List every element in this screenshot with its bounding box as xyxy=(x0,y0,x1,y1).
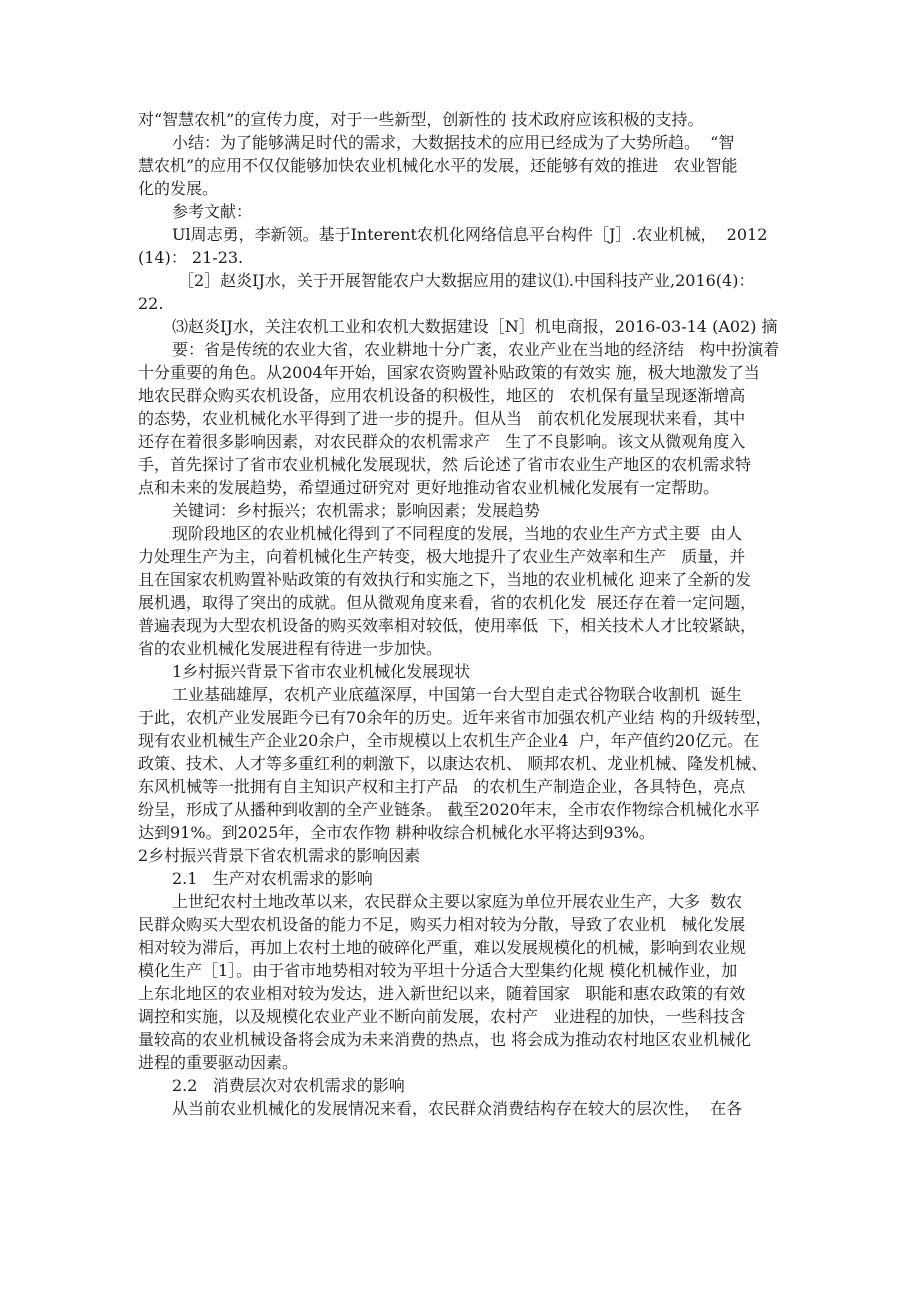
text-line: 上世纪农村土地改革以来，农民群众主要以家庭为单位开展农业生产，大多 数农 xyxy=(172,892,743,911)
document-body xyxy=(138,108,784,1120)
text-line: 纷呈，形成了从播种到收割的全产业链条。 截至2020年末，全市农作物综合机械化水平 xyxy=(138,800,760,819)
text-line: 对“智慧农机”的宣传力度，对于一些新型，创新性的 技术政府应该积极的支持。 xyxy=(138,110,704,129)
text-line: 普遍表现为大型农机设备的购买效率相对较低，使用率低 下，相关技术人才比较紧缺， xyxy=(138,616,757,635)
text-line: 政策、技术、人才等多重红利的刺激下，以康达农机、 顺邦农机、龙业机械、隆发机械、 xyxy=(138,754,768,773)
text-line: 小结：为了能够满足时代的需求，大数据技术的应用已经成为了大势所趋。 “智 xyxy=(172,133,735,152)
text-line: 量较高的农业机械设备将会成为未来消费的热点，也 将会成为推动农村地区农业机械化 xyxy=(138,1030,752,1049)
text-line: 力处理生产为主，向着机械化生产转变，极大地提升了农业生产效率和生产 质量，并 xyxy=(138,547,746,566)
text-line: 十分重要的角色。从2004年开始，国家农资购置补贴政策的有效实 施，极大地激发了当 xyxy=(138,363,760,382)
text-line: 现阶段地区的农业机械化得到了不同程度的发展，当地的农业生产方式主要 由人 xyxy=(172,524,743,543)
text-line: 相对较为滞后，再加上农村土地的破碎化严重，难以发展规模化的机械，影响到农业规 xyxy=(138,938,747,957)
text-line: 的态势，农业机械化水平得到了进一步的提升。但从当 前农机化发展现状来看，其中 xyxy=(138,409,746,428)
text-line: 进程的重要驱动因素。 xyxy=(138,1053,299,1072)
text-line: 要：省是传统的农业大省，农业耕地十分广袤，农业产业在当地的经济结 构中扮演着 xyxy=(172,340,780,359)
text-line: 且在国家农机购置补贴政策的有效执行和实施之下，当地的农业机械化 迎来了全新的发 xyxy=(138,570,752,589)
text-line: 现有农业机械生产企业20余户，全市规模以上农机生产企业4 户，年产值约20亿元。在 xyxy=(138,731,760,750)
text-line: 工业基础雄厚，农机产业底蕴深厚，中国第一台大型自走式谷物联合收割机 诞生 xyxy=(172,685,743,704)
text-line: 于此，农机产业发展距今已有70余年的历史。近年来省市加强农机产业结 构的升级转型， xyxy=(138,708,772,727)
text-line: 省的农业机械化发展进程有待进一步加快。 xyxy=(138,639,443,658)
text-line: 2乡村振兴背景下省农机需求的影响因素 xyxy=(138,846,421,865)
text-line: Ul周志勇，李新领。基于Interent农机化网络信息平台构件［J］.农业机械， 2012 xyxy=(172,225,768,244)
text-line: 关键词：乡村振兴；农机需求；影响因素；发展趋势 xyxy=(172,501,541,520)
text-line: 达到91%。到2025年，全市农作物 耕种收综合机械化水平将达到93%。 xyxy=(138,823,655,842)
text-line: 22. xyxy=(138,294,164,313)
text-line: 1乡村振兴背景下省市农业机械化发展现状 xyxy=(172,662,471,681)
text-line: 调控和实施，以及规模化农业产业不断向前发展，农村产 业进程的加快，一些科技含 xyxy=(138,1007,746,1026)
text-line: ⑶赵炎IJ水，关注农机工业和农机大数据建设［N］机电商报，2016-03-14 (A02) 摘 xyxy=(172,317,778,336)
text-line: 点和未来的发展趋势，希望通过研究对 更好地推动省农业机械化发展有一定帮助。 xyxy=(138,478,720,497)
text-line: 参考文献： xyxy=(172,202,253,221)
text-line: ［2］赵炎IJ水，关于开展智能农户大数据应用的建议⑴.中国科技产业,2016(4)： xyxy=(178,271,755,290)
text-line: 民群众购买大型农机设备的能力不足，购买力相对较为分散，导致了农业机 械化发展 xyxy=(138,915,746,934)
text-line: 地农民群众购买农机设备，应用农机设备的积极性，地区的 农机保有量呈现逐渐增高 xyxy=(138,386,746,405)
text-line: 化的发展。 xyxy=(138,179,219,198)
text-line: 还存在着很多影响因素，对农民群众的农机需求产 生了不良影响。该文从微观角度入 xyxy=(138,432,746,451)
text-line: 上东北地区的农业相对较为发达，进入新世纪以来，随着国家 职能和惠农政策的有效 xyxy=(138,984,746,1003)
text-line: 模化生产［1］。由于省市地势相对较为平坦十分适合大型集约化规 模化机械作业，加 xyxy=(138,961,738,980)
text-line: 展机遇，取得了突出的成就。但从微观角度来看，省的农机化发 展还存在着一定问题， xyxy=(138,593,757,612)
text-line: 慧农机”的应用不仅仅能够加快农业机械化水平的发展，还能够有效的推进 农业智能 xyxy=(138,156,738,175)
text-line: 2.1 生产对农机需求的影响 xyxy=(172,869,373,888)
text-line: 2.2 消费层次对农机需求的影响 xyxy=(172,1076,405,1095)
text-line: 东风机械等一批拥有自主知识产权和主打产品 的农机生产制造企业，各具特色，亮点 xyxy=(138,777,746,796)
text-line: 手，首先探讨了省市农业机械化发展现状，然 后论述了省市农业生产地区的农机需求特 xyxy=(138,455,752,474)
text-line: 从当前农业机械化的发展情况来看，农民群众消费结构存在较大的层次性， 在各 xyxy=(172,1099,743,1118)
text-line: (14)： 21-23. xyxy=(138,248,244,267)
